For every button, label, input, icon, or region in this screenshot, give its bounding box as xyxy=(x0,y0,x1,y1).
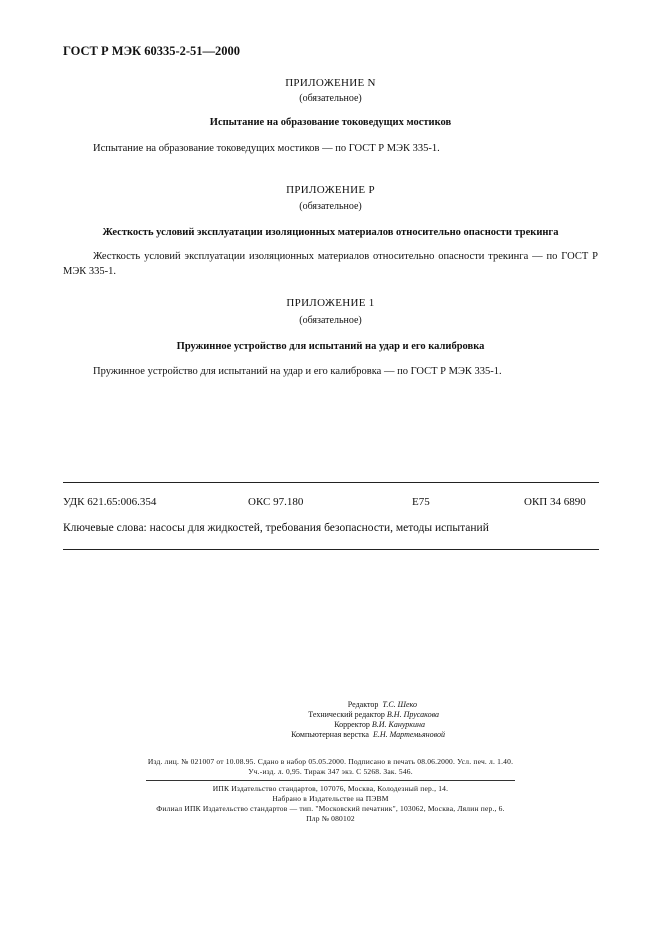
udk-code: УДК 621.65:006.354 xyxy=(63,496,157,508)
publisher-line: Плр № 080102 xyxy=(306,814,355,823)
publisher-line: ИПК Издательство стандартов, 107076, Москва, Колодезный пер., 14. xyxy=(212,784,449,793)
divider xyxy=(63,549,599,550)
credit-line: Компьютерная верстка Е.Н. Мартемьяновой xyxy=(291,730,445,739)
oks-code: ОКС 97.180 xyxy=(248,496,304,508)
appendix-title: Жесткость условий эксплуатации изоляционных материалов относительно опасности трекинга xyxy=(102,227,559,238)
publisher-line: Набрано в Издательстве на ПЭВМ xyxy=(272,794,389,803)
publisher-line: Филиал ИПК Издательство стандартов — тип. "Московский печатник", 103062, Москва, Лялин пер., 6. xyxy=(156,804,505,813)
credit-line: Технический редактор В.Н. Прусакова xyxy=(308,710,439,719)
keywords: Ключевые слова: насосы для жидкостей, требования безопасности, методы испытаний xyxy=(63,522,489,534)
divider xyxy=(63,482,599,483)
credits-block xyxy=(235,700,445,740)
appendix-title: Пружинное устройство для испытаний на удар и его калибровка xyxy=(176,341,485,352)
appendix-text: Жесткость условий эксплуатации изоляционных материалов относительно опасности трекинга — по ГОСТ Р МЭК 335-1. xyxy=(63,251,598,277)
credit-line: Корректор В.И. Кануркина xyxy=(334,720,425,729)
appendix-title: Испытание на образование токоведущих мостиков xyxy=(209,117,452,128)
appendix-text: Пружинное устройство для испытаний на удар и его калибровка — по ГОСТ Р МЭК 335-1. xyxy=(93,366,502,377)
appendix-text: Испытание на образование токоведущих мостиков — по ГОСТ Р МЭК 335-1. xyxy=(93,143,440,154)
appendix-label: ПРИЛОЖЕНИЕ P xyxy=(286,184,375,196)
e-code: Е75 xyxy=(412,496,430,508)
appendix-status: (обязательное) xyxy=(299,315,362,326)
appendix-status: (обязательное) xyxy=(299,201,362,212)
credit-line: Редактор Т.С. Шеко xyxy=(347,700,417,709)
appendix-status: (обязательное) xyxy=(299,93,362,104)
okp-code: ОКП 34 6890 xyxy=(524,496,586,508)
appendix-label: ПРИЛОЖЕНИЕ 1 xyxy=(286,297,375,309)
document-header: ГОСТ Р МЭК 60335-2-51—2000 xyxy=(63,44,241,58)
print-info-line: Изд. лиц. № 021007 от 10.08.95. Сдано в набор 05.05.2000. Подписано в печать 08.06.2000. Усл. печ. л. 1.40. xyxy=(147,757,514,766)
divider xyxy=(146,780,515,781)
print-info-line: Уч.-изд. л. 0,95. Тираж 347 экз. С 5268. Зак. 546. xyxy=(248,767,413,776)
appendix-label: ПРИЛОЖЕНИЕ N xyxy=(285,77,376,89)
